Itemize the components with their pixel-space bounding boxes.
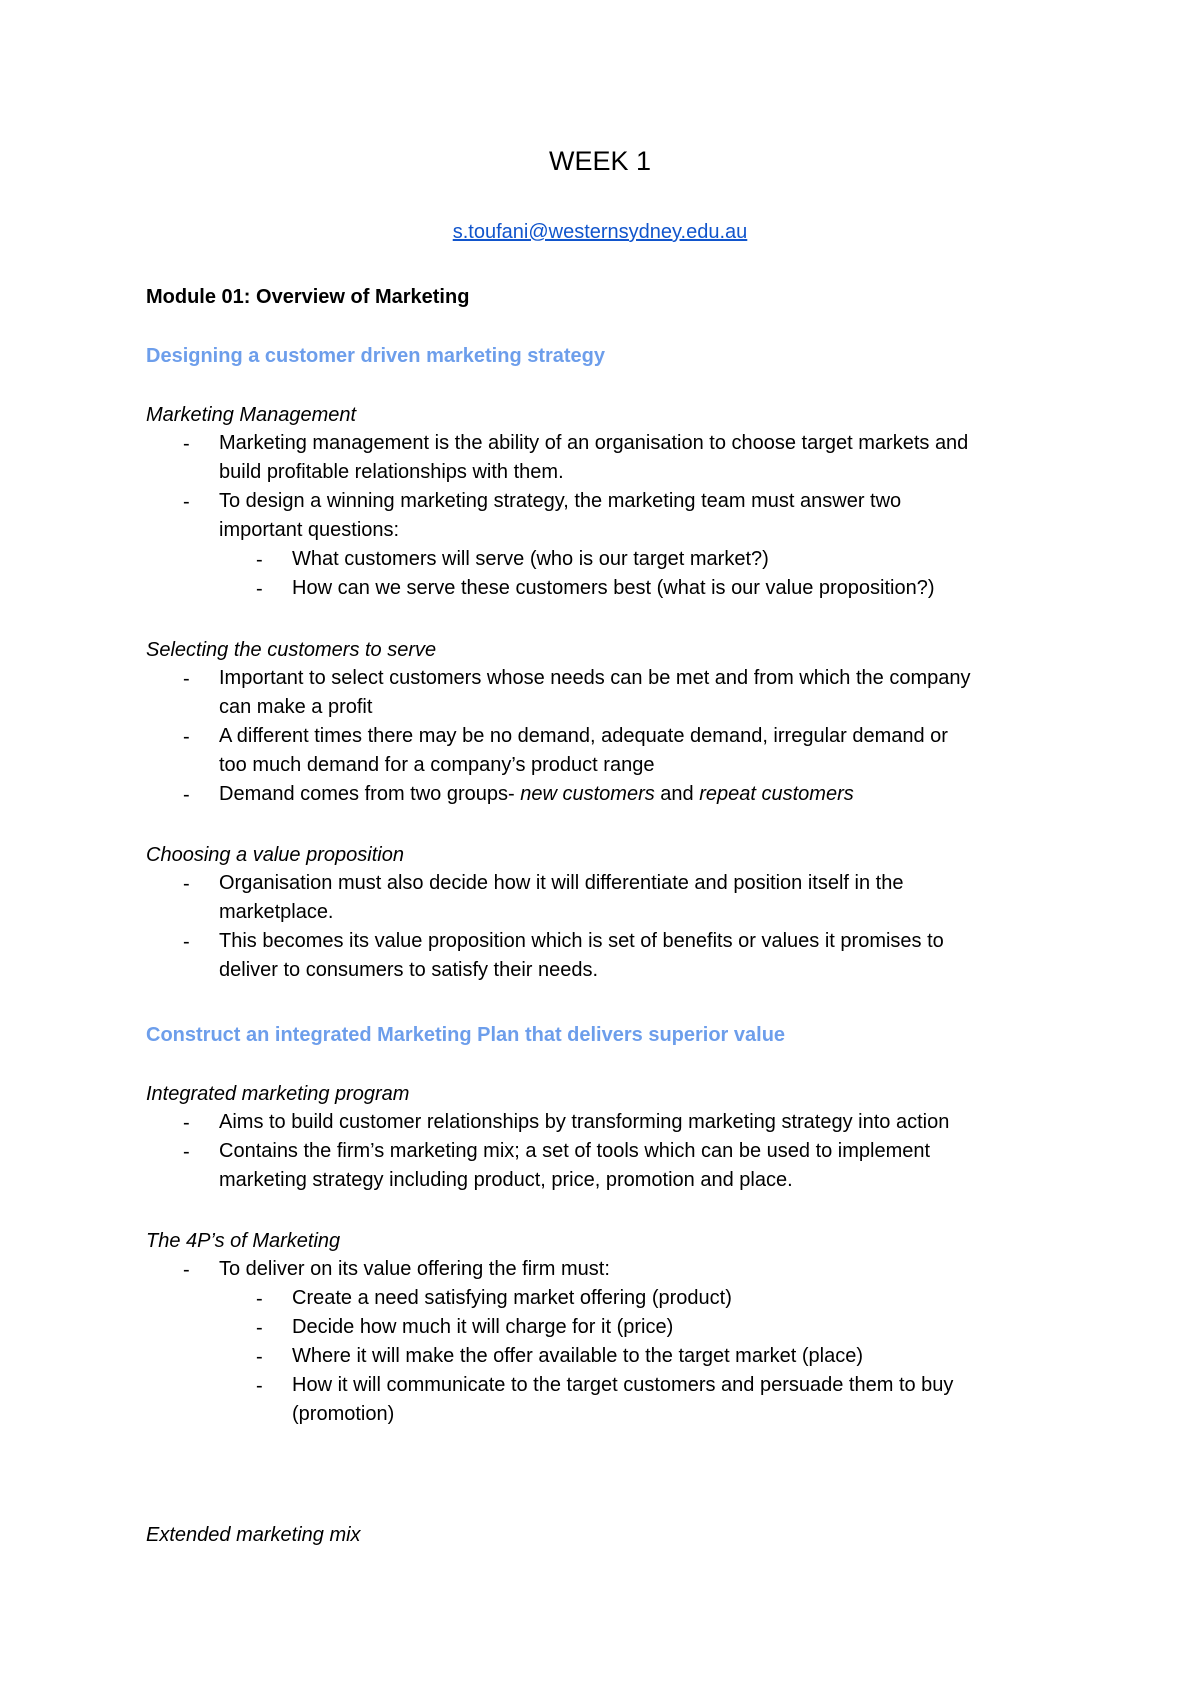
page-title: WEEK 1 <box>548 146 652 176</box>
list-item-text: Demand comes from two groups- <box>219 783 521 805</box>
bullet-marker: - <box>183 1259 190 1281</box>
bullet-marker: - <box>183 491 190 513</box>
list-item-continuation: too much demand for a company’s product range <box>219 754 655 776</box>
sub-bullet-marker: - <box>256 578 263 600</box>
sub-list-item: How can we serve these customers best (what is our value proposition?) <box>292 577 935 599</box>
email-link[interactable]: s.toufani@westernsydney.edu.au <box>452 221 748 243</box>
bullet-marker: - <box>183 873 190 895</box>
list-item-continuation: deliver to consumers to satisfy their needs. <box>219 959 599 981</box>
list-item: Important to select customers whose needs can be met and from which the company <box>219 667 971 689</box>
email-link-wrapper <box>0 221 1200 244</box>
module-heading: Module 01: Overview of Marketing <box>146 286 470 308</box>
sub-list-item: How it will communicate to the target customers and persuade them to buy <box>292 1374 954 1396</box>
sub-list-item-continuation: (promotion) <box>292 1403 395 1425</box>
bullet-marker: - <box>183 1112 190 1134</box>
bullet-marker: - <box>183 784 190 806</box>
bullet-marker: - <box>183 668 190 690</box>
sub-list-item: Create a need satisfying market offering (product) <box>292 1287 732 1309</box>
list-item: Contains the firm’s marketing mix; a set of tools which can be used to implement <box>219 1140 931 1162</box>
sub-bullet-marker: - <box>256 1375 263 1397</box>
bullet-marker: - <box>183 931 190 953</box>
list-item: To design a winning marketing strategy, the marketing team must answer two <box>219 490 902 512</box>
sub-list-item: Decide how much it will charge for it (price) <box>292 1316 674 1338</box>
sub-bullet-marker: - <box>256 1317 263 1339</box>
bullet-marker: - <box>183 1141 190 1163</box>
subheading-extended-mix: Extended marketing mix <box>146 1524 361 1546</box>
subheading-4ps: The 4P’s of Marketing <box>146 1230 341 1252</box>
list-item: To deliver on its value offering the firm must: <box>219 1258 610 1280</box>
list-item <box>219 780 854 809</box>
list-item-continuation: build profitable relationships with them. <box>219 461 564 483</box>
subheading-selecting-customers: Selecting the customers to serve <box>146 639 437 661</box>
section-heading-1: Designing a customer driven marketing strategy <box>146 345 606 367</box>
list-item: A different times there may be no demand, adequate demand, irregular demand or <box>219 725 948 747</box>
sub-bullet-marker: - <box>256 1346 263 1368</box>
sub-list-item: Where it will make the offer available to the target market (place) <box>292 1345 863 1367</box>
list-item: Marketing management is the ability of an organisation to choose target markets and <box>219 432 969 454</box>
list-item: This becomes its value proposition which is set of benefits or values it promises to <box>219 930 944 952</box>
subheading-integrated-program: Integrated marketing program <box>146 1083 410 1105</box>
list-item-text: and <box>654 783 700 805</box>
emphasis-repeat-customers: repeat customers <box>699 783 854 805</box>
bullet-marker: - <box>183 726 190 748</box>
section-heading-2: Construct an integrated Marketing Plan that delivers superior value <box>146 1024 786 1046</box>
bullet-marker: - <box>183 433 190 455</box>
subheading-marketing-management: Marketing Management <box>146 404 357 426</box>
emphasis-new-customers: new customers <box>520 783 655 805</box>
subheading-value-proposition: Choosing a value proposition <box>146 844 404 866</box>
sub-bullet-marker: - <box>256 549 263 571</box>
sub-list-item: What customers will serve (who is our target market?) <box>292 548 769 570</box>
list-item: Aims to build customer relationships by transforming marketing strategy into action <box>219 1111 950 1133</box>
list-item-continuation: can make a profit <box>219 696 373 718</box>
list-item: Organisation must also decide how it will differentiate and position itself in the <box>219 872 904 894</box>
list-item-continuation: important questions: <box>219 519 400 541</box>
sub-bullet-marker: - <box>256 1288 263 1310</box>
list-item-continuation: marketing strategy including product, price, promotion and place. <box>219 1169 793 1191</box>
list-item-continuation: marketplace. <box>219 901 334 923</box>
